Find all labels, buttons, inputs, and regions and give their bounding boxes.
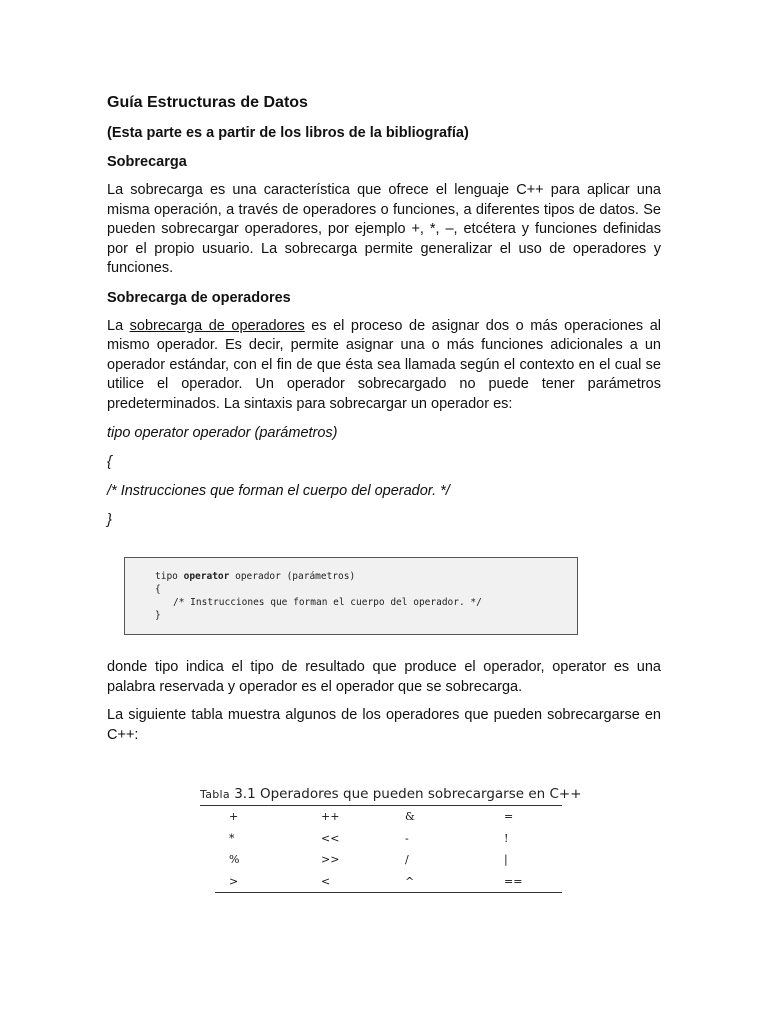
code-rest: operador (parámetros) bbox=[229, 571, 356, 582]
table-cell: % bbox=[229, 853, 240, 867]
paragraph-explanation: donde tipo indica el tipo de resultado que produce el operador, operator es una palabra reservada y operador es el operador que se sobrecarga. bbox=[107, 659, 661, 695]
paragraph-sobrecarga-operadores bbox=[107, 317, 661, 415]
table-row bbox=[215, 806, 562, 828]
table-row bbox=[215, 828, 562, 850]
table-row bbox=[215, 849, 562, 871]
syntax-line-close-brace: } bbox=[107, 512, 112, 528]
table-cell: * bbox=[229, 831, 235, 845]
table-cell: ! bbox=[504, 831, 509, 845]
syntax-line-open-brace: { bbox=[107, 454, 112, 470]
table-cell: - bbox=[405, 831, 409, 845]
page-title: Guía Estructuras de Datos bbox=[107, 94, 308, 111]
table-cell: >> bbox=[321, 853, 340, 867]
table-caption bbox=[200, 786, 582, 806]
code-line-open-brace: { bbox=[155, 584, 161, 595]
table-row bbox=[215, 871, 562, 893]
code-line-close-brace: } bbox=[155, 610, 161, 621]
paragraph-text-rest: es el proceso de asignar dos o más operaciones al mismo operador. Es decir, permite asignar una o más funciones adicionales a un operador estándar, con el fin de que ésta sea llamada según el contexto en el cual se utilice el operador. Un operador sobrecargado no puede tener parámetros predeterminados. La sintaxis para sobrecargar un operador es: bbox=[107, 317, 661, 412]
table-cell: == bbox=[504, 874, 523, 888]
table-cell: & bbox=[405, 810, 415, 824]
page-subtitle: (Esta parte es a partir de los libros de la bibliografía) bbox=[107, 125, 469, 141]
table-cell: < bbox=[321, 874, 331, 888]
document-body bbox=[107, 92, 661, 539]
table-cell: / bbox=[405, 853, 409, 867]
table-cell: = bbox=[504, 810, 514, 824]
syntax-line-signature: tipo operator operador (parámetros) bbox=[107, 425, 338, 441]
code-keyword-operator: operator bbox=[183, 571, 230, 582]
table-cell: > bbox=[229, 874, 239, 888]
operators-table-figure bbox=[200, 786, 582, 893]
underlined-term-link[interactable]: sobrecarga de operadores bbox=[129, 317, 305, 334]
code-line-comment: /* Instrucciones que forman el cuerpo del operador. */ bbox=[173, 597, 482, 608]
syntax-line-comment: /* Instrucciones que forman el cuerpo del operador. */ bbox=[107, 483, 450, 499]
code-figure bbox=[124, 557, 578, 635]
table-cell: + bbox=[229, 810, 239, 824]
section-heading-sobrecarga: Sobrecarga bbox=[107, 154, 187, 170]
paragraph-table-intro: La siguiente tabla muestra algunos de los operadores que pueden sobrecargarse en C++: bbox=[107, 707, 661, 743]
document-body-continued bbox=[107, 658, 661, 754]
code-type: tipo bbox=[155, 571, 184, 582]
paragraph-sobrecarga: La sobrecarga es una característica que ofrece el lenguaje C++ para aplicar una misma operación, a través de operadores o funciones, a diferentes tipos de datos. Se pueden sobrecargar operadores, por ejemplo +, *, –, etcétera y funciones definidas por el propio usuario. La sobrecarga permite generalizar el uso de operadores y funciones. bbox=[107, 182, 661, 276]
table-caption-prefix: Tabla bbox=[200, 788, 230, 801]
table-cell: ++ bbox=[321, 810, 340, 824]
code-line-signature bbox=[155, 570, 577, 583]
table-caption-text: 3.1 Operadores que pueden sobrecargarse en C++ bbox=[229, 786, 582, 802]
operators-table bbox=[215, 806, 562, 893]
section-heading-sobrecarga-operadores: Sobrecarga de operadores bbox=[107, 289, 291, 306]
table-cell: | bbox=[504, 853, 508, 867]
paragraph-text-start: La bbox=[107, 317, 130, 334]
table-cell: << bbox=[321, 831, 340, 845]
table-cell: ^ bbox=[405, 874, 415, 888]
